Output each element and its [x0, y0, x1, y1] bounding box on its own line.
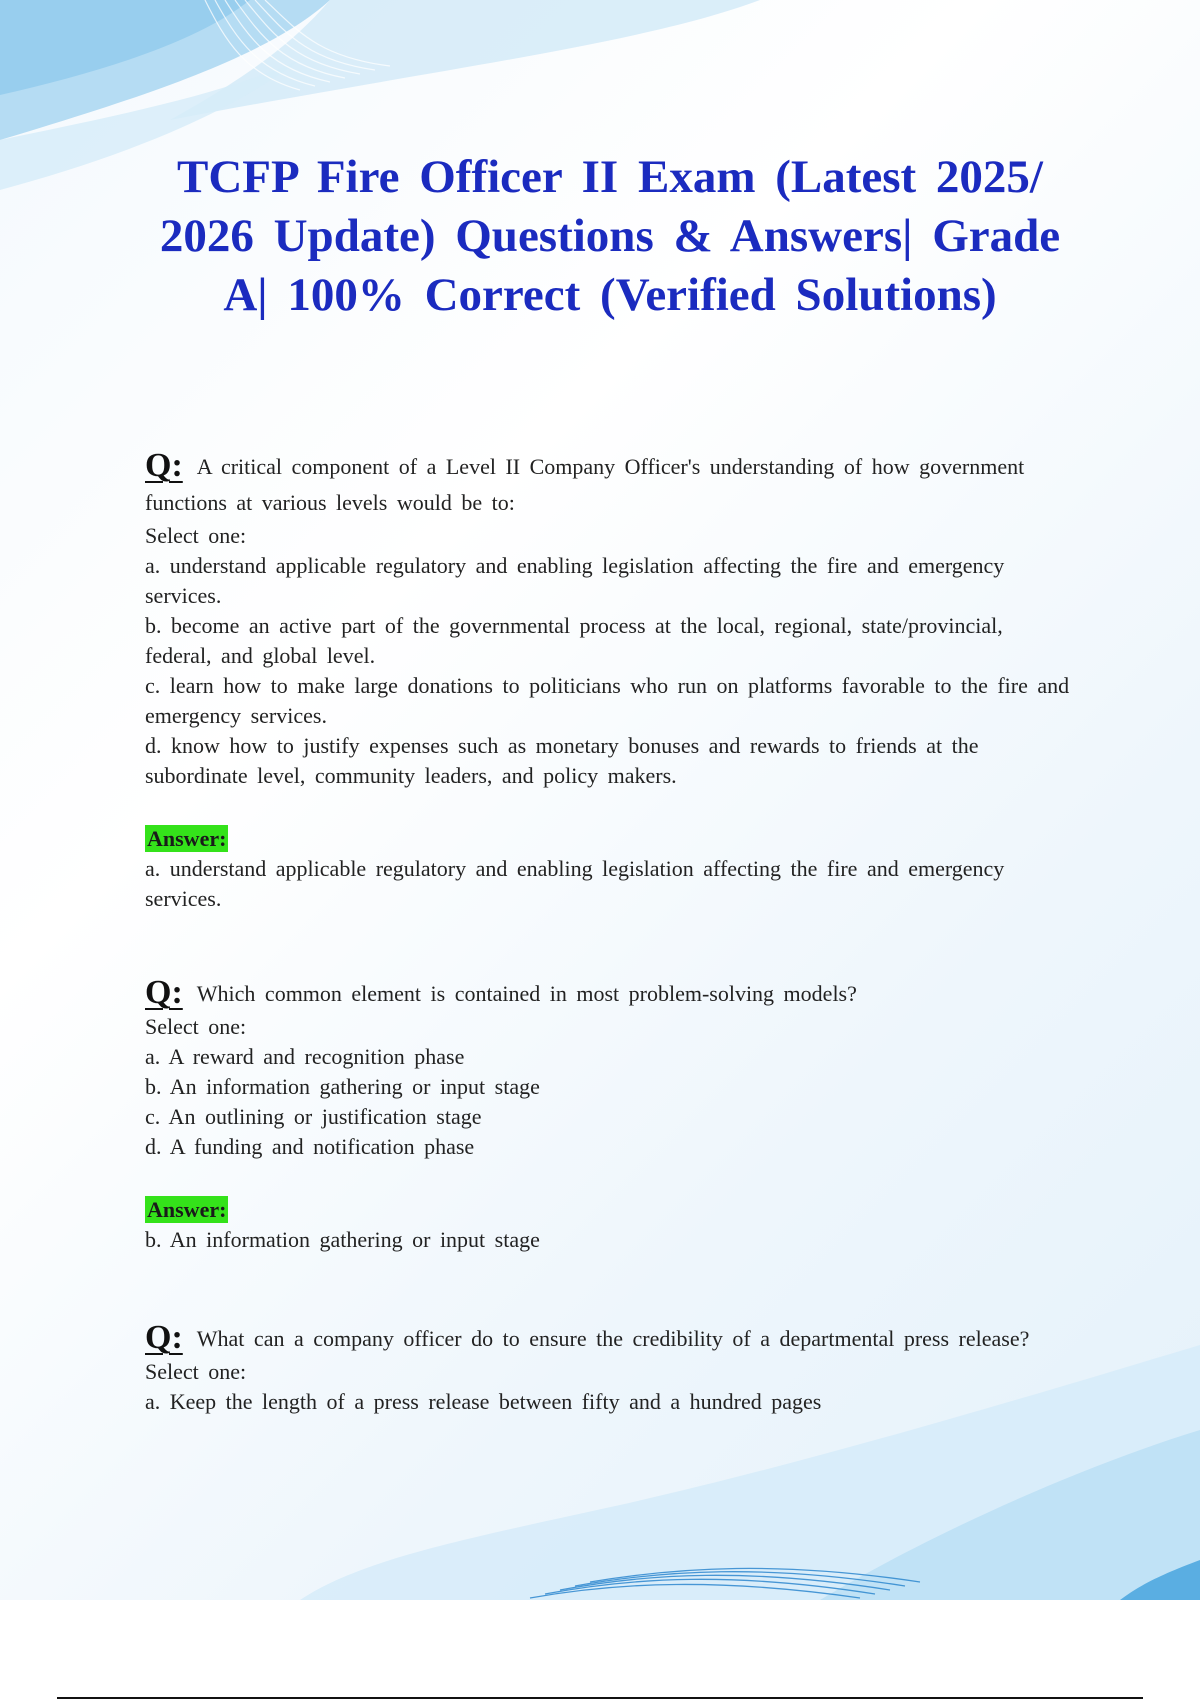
- option-c: c. learn how to make large donations to politicians who run on platforms favorable to the fire and emergency services.: [145, 673, 1070, 728]
- option-b: b. become an active part of the governmental process at the local, regional, state/provincial, federal, and global level.: [145, 613, 1003, 668]
- question-body: What can a company officer do to ensure the credibility of a departmental press release?: [196, 1326, 1030, 1351]
- footer-divider: [57, 1697, 1143, 1699]
- question-label: Q:: [145, 447, 183, 484]
- question-label: Q:: [145, 974, 183, 1011]
- question-body: Which common element is contained in most problem-solving models?: [196, 981, 857, 1006]
- option-d: d. know how to justify expenses such as monetary bonuses and rewards to friends at the subordinate level, community leaders, and policy makers.: [145, 733, 979, 788]
- question-label: Q:: [145, 1319, 183, 1356]
- option-a: a. A reward and recognition phase: [145, 1044, 465, 1069]
- select-one-label: Select one:: [145, 1359, 247, 1384]
- question-text: [145, 975, 1070, 1012]
- option-b: b. An information gathering or input stage: [145, 1074, 540, 1099]
- answer-label: Answer:: [147, 826, 227, 851]
- question-body: A critical component of a Level II Company Officer's understanding of how government functions at various levels would be to:: [145, 454, 1025, 515]
- answer-text: a. understand applicable regulatory and enabling legislation affecting the fire and emergency services.: [145, 856, 1005, 911]
- document-title: TCFP Fire Officer II Exam (Latest 2025/ 2026 Update) Questions & Answers| Grade A| 100% Correct (Verified Solutions): [159, 151, 1061, 321]
- option-a: a. Keep the length of a press release between fifty and a hundred pages: [145, 1389, 822, 1414]
- select-one-label: Select one:: [145, 1014, 247, 1039]
- question-text: [145, 448, 1070, 521]
- select-one-label: Select one:: [145, 523, 247, 548]
- question-block-2: [145, 975, 1070, 1255]
- answer-text: b. An information gathering or input stage: [145, 1227, 540, 1252]
- option-a: a. understand applicable regulatory and enabling legislation affecting the fire and emergency services.: [145, 553, 1005, 608]
- answer-label: Answer:: [147, 1197, 227, 1222]
- option-d: d. A funding and notification phase: [145, 1134, 475, 1159]
- question-block-1: [145, 448, 1070, 914]
- option-c: c. An outlining or justification stage: [145, 1104, 482, 1129]
- question-text: [145, 1320, 1070, 1357]
- question-block-3: [145, 1320, 1070, 1417]
